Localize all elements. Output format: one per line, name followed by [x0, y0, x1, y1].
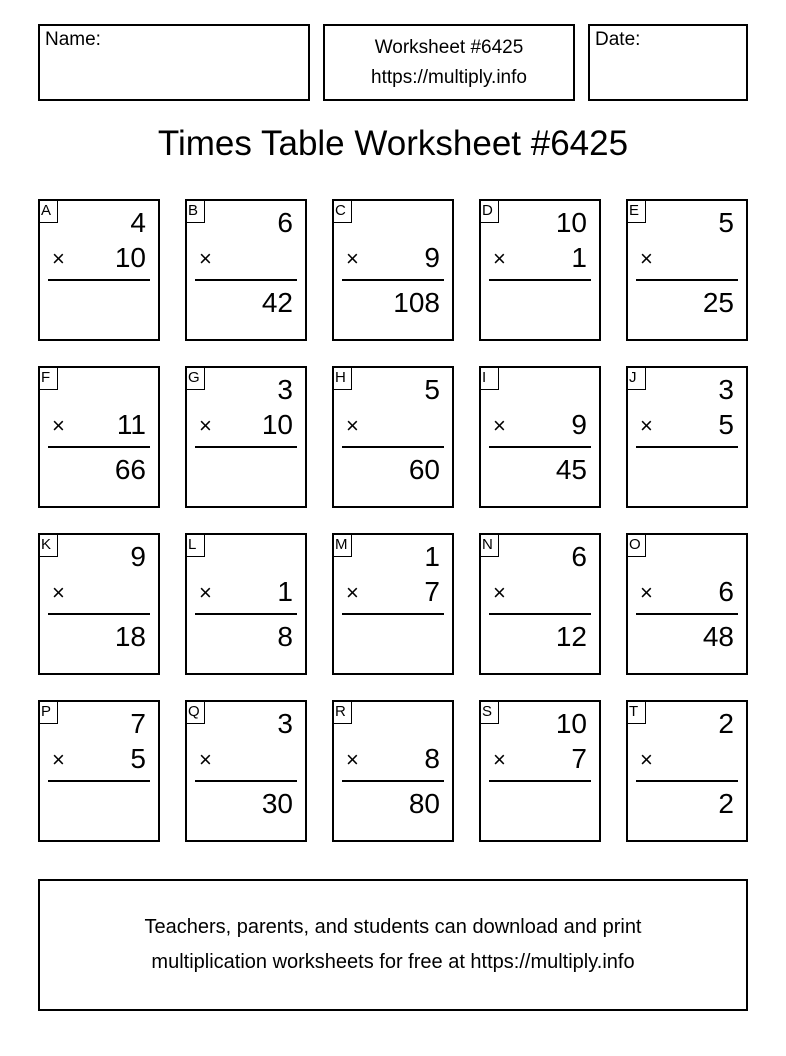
top-factor: 4 — [130, 207, 146, 238]
problem-letter: J — [626, 366, 646, 390]
times-sign: × — [346, 747, 359, 772]
bottom-factor: 1 — [571, 242, 587, 273]
top-factor: 5 — [718, 207, 734, 238]
problem-h — [332, 366, 454, 508]
bottom-factor: 9 — [571, 409, 587, 440]
problem-n — [479, 533, 601, 675]
top-factor: 6 — [571, 541, 587, 572]
problem-letter: H — [332, 366, 352, 390]
problem-t — [626, 700, 748, 842]
times-sign: × — [52, 413, 65, 438]
problem-c — [332, 199, 454, 341]
problem-letter: A — [38, 199, 58, 223]
problem-o — [626, 533, 748, 675]
answer-rule — [195, 446, 297, 448]
problem-letter: T — [626, 700, 646, 724]
product: 45 — [555, 454, 587, 485]
answer-rule — [636, 780, 738, 782]
answer-rule — [342, 279, 444, 281]
times-sign: × — [493, 580, 506, 605]
times-sign: × — [199, 413, 212, 438]
bottom-factor: 5 — [718, 409, 734, 440]
problem-letter: M — [332, 533, 352, 557]
problem-letter: L — [185, 533, 205, 557]
times-sign: × — [199, 246, 212, 271]
answer-rule — [342, 446, 444, 448]
problem-f — [38, 366, 160, 508]
answer-rule — [489, 446, 591, 448]
name-label: Name: — [45, 29, 101, 50]
answer-rule — [636, 613, 738, 615]
product: 66 — [114, 454, 146, 485]
answer-rule — [489, 780, 591, 782]
answer-rule — [342, 780, 444, 782]
answer-rule — [342, 613, 444, 615]
answer-rule — [195, 279, 297, 281]
problem-q — [185, 700, 307, 842]
bottom-factor: 5 — [130, 743, 146, 774]
problem-e — [626, 199, 748, 341]
answer-rule — [489, 613, 591, 615]
footer-line-1: Teachers, parents, and students can download and print — [144, 916, 642, 938]
answer-rule — [636, 279, 738, 281]
name-box[interactable] — [38, 24, 310, 101]
problem-letter: C — [332, 199, 352, 223]
product: 8 — [277, 621, 293, 652]
times-sign: × — [52, 580, 65, 605]
times-sign: × — [346, 413, 359, 438]
product: 108 — [393, 287, 440, 318]
bottom-factor: 6 — [718, 576, 734, 607]
problem-s — [479, 700, 601, 842]
date-label: Date: — [595, 29, 641, 50]
date-box[interactable] — [588, 24, 748, 101]
bottom-factor: 10 — [261, 409, 293, 440]
bottom-factor: 9 — [424, 242, 440, 273]
product: 42 — [261, 287, 293, 318]
problem-g — [185, 366, 307, 508]
problem-b — [185, 199, 307, 341]
footer-line-2: multiplication worksheets for free at https://multiply.info — [151, 951, 635, 973]
site-url: https://multiply.info — [371, 66, 527, 88]
problem-letter: B — [185, 199, 205, 223]
problem-letter: G — [185, 366, 205, 390]
problem-a — [38, 199, 160, 341]
problem-l — [185, 533, 307, 675]
problem-letter: D — [479, 199, 499, 223]
times-sign: × — [346, 580, 359, 605]
problem-letter: Q — [185, 700, 205, 724]
top-factor: 9 — [130, 541, 146, 572]
bottom-factor: 11 — [116, 409, 146, 440]
problem-letter: P — [38, 700, 58, 724]
problem-letter: E — [626, 199, 646, 223]
answer-rule — [489, 279, 591, 281]
worksheet-id-box — [323, 24, 575, 101]
times-sign: × — [52, 246, 65, 271]
times-sign: × — [346, 246, 359, 271]
problem-i — [479, 366, 601, 508]
top-factor: 10 — [555, 207, 587, 238]
problem-letter: R — [332, 700, 352, 724]
problem-k — [38, 533, 160, 675]
times-sign: × — [493, 246, 506, 271]
top-factor: 3 — [718, 374, 734, 405]
product: 48 — [702, 621, 734, 652]
times-sign: × — [640, 246, 653, 271]
times-sign: × — [52, 747, 65, 772]
bottom-factor: 8 — [424, 743, 440, 774]
page-title: Times Table Worksheet #6425 — [157, 124, 629, 163]
problem-p — [38, 700, 160, 842]
answer-rule — [48, 446, 150, 448]
problem-r — [332, 700, 454, 842]
bottom-factor: 1 — [277, 576, 293, 607]
times-sign: × — [199, 580, 212, 605]
top-factor: 2 — [718, 708, 734, 739]
answer-rule — [48, 613, 150, 615]
answer-rule — [195, 780, 297, 782]
problem-letter: S — [479, 700, 499, 724]
times-sign: × — [640, 747, 653, 772]
problem-letter: I — [479, 366, 499, 390]
times-sign: × — [493, 413, 506, 438]
product: 60 — [408, 454, 440, 485]
top-factor: 7 — [130, 708, 146, 739]
bottom-factor: 7 — [571, 743, 587, 774]
bottom-factor: 7 — [424, 576, 440, 607]
product: 25 — [702, 287, 734, 318]
bottom-factor: 10 — [114, 242, 146, 273]
problem-d — [479, 199, 601, 341]
problem-j — [626, 366, 748, 508]
times-sign: × — [199, 747, 212, 772]
problem-letter: N — [479, 533, 499, 557]
top-factor: 10 — [555, 708, 587, 739]
times-sign: × — [640, 580, 653, 605]
top-factor: 6 — [277, 207, 293, 238]
product: 18 — [114, 621, 146, 652]
product: 12 — [555, 621, 587, 652]
answer-rule — [636, 446, 738, 448]
product: 30 — [261, 788, 293, 819]
problem-letter: K — [38, 533, 58, 557]
footer-box — [38, 879, 748, 1011]
problem-letter: O — [626, 533, 646, 557]
top-factor: 3 — [277, 374, 293, 405]
answer-rule — [48, 279, 150, 281]
times-sign: × — [640, 413, 653, 438]
worksheet-id: Worksheet #6425 — [374, 36, 524, 58]
top-factor: 1 — [424, 541, 440, 572]
top-factor: 5 — [424, 374, 440, 405]
answer-rule — [195, 613, 297, 615]
problem-m — [332, 533, 454, 675]
top-factor: 3 — [277, 708, 293, 739]
answer-rule — [48, 780, 150, 782]
times-sign: × — [493, 747, 506, 772]
product: 80 — [408, 788, 440, 819]
product: 2 — [718, 788, 734, 819]
problem-letter: F — [38, 366, 58, 390]
